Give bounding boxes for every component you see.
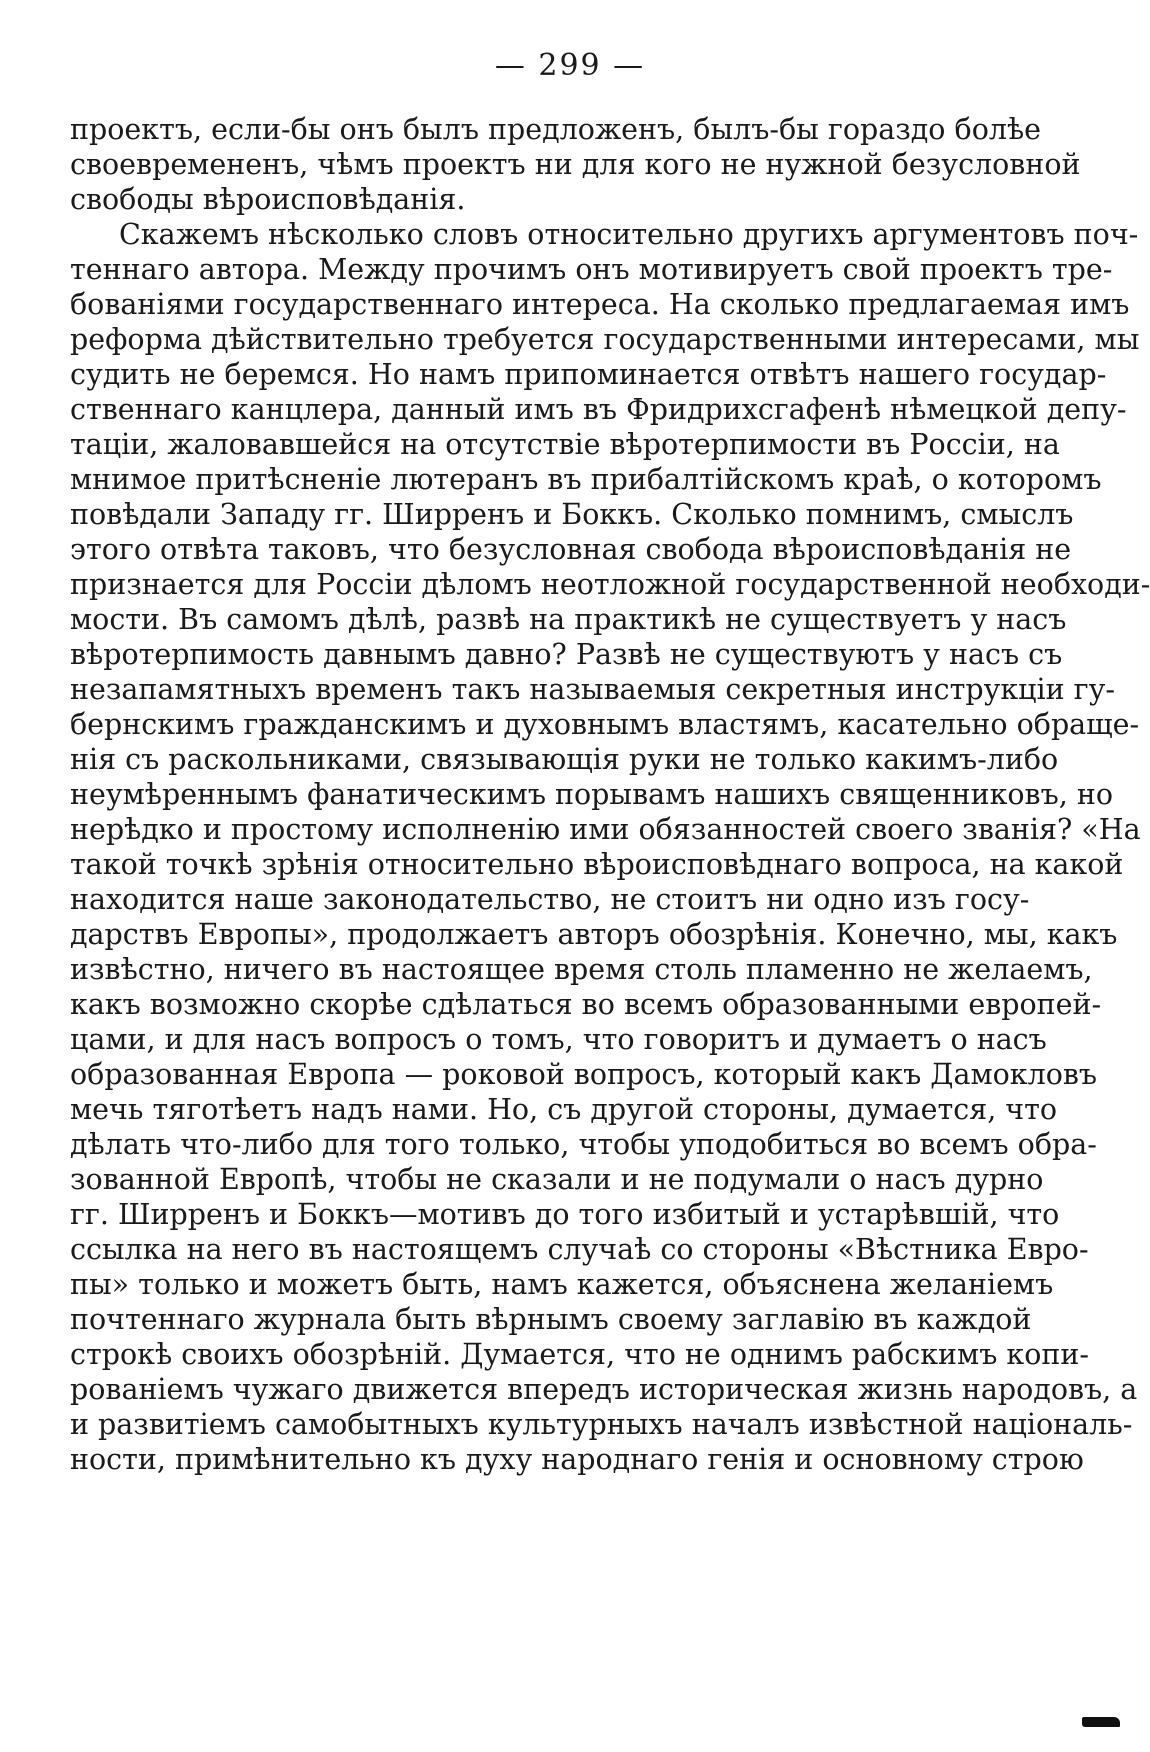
text-line: мнимое притѣсненіе лютеранъ въ прибалтійскомъ краѣ, о которомъ — [70, 463, 1102, 496]
text-line: рованіемъ чужаго движется впередъ историческая жизнь народовъ, а — [70, 1373, 1138, 1406]
text-line: бернскимъ гражданскимъ и духовнымъ властямъ, касательно обраще- — [70, 708, 1140, 741]
text-line: дарствъ Европы», продолжаетъ авторъ обозрѣнія. Конечно, мы, какъ — [70, 918, 1118, 951]
text-line: нерѣдко и простому исполненію ими обязанностей своего званія? «На — [70, 813, 1141, 846]
page-number: — 299 — — [494, 48, 646, 83]
ink-smudge — [1082, 1717, 1120, 1727]
text-line: Скажемъ нѣсколько словъ относительно другихъ аргументовъ поч- — [119, 218, 1139, 251]
text-line: признается для Россіи дѣломъ неотложной государственной необходи- — [70, 568, 1150, 601]
text-line: мости. Въ самомъ дѣлѣ, развѣ на практикѣ не существуетъ у насъ — [70, 603, 1067, 636]
text-line: гг. Ширренъ и Боккъ—мотивъ до того избитый и устарѣвшій, что — [70, 1198, 1060, 1231]
text-line: находится наше законодательство, не стоитъ ни одно изъ госу- — [70, 883, 1030, 916]
text-line: дѣлать что-либо для того только, чтобы уподобиться во всемъ обра- — [70, 1128, 1097, 1161]
text-line: бованіями государственнаго интереса. На сколько предлагаемая имъ — [70, 288, 1130, 321]
text-line: судить не беремся. Но намъ припоминается отвѣтъ нашего государ- — [70, 358, 1107, 391]
text-line: образованная Европа — роковой вопросъ, который какъ Дамокловъ — [70, 1058, 1098, 1091]
text-line: ссылка на него въ настоящемъ случаѣ со стороны «Вѣстника Евро- — [70, 1233, 1089, 1266]
text-line: нія съ раскольниками, связывающія руки не только какимъ-либо — [70, 743, 1059, 776]
text-line: реформа дѣйствительно требуется государственными интересами, мы — [70, 323, 1140, 356]
text-line: цами, и для насъ вопросъ о томъ, что говоритъ и думаетъ о насъ — [70, 1023, 1047, 1056]
text-line: ности, примѣнительно къ духу народнаго генія и основному строю — [70, 1443, 1084, 1476]
text-line: неумѣреннымъ фанатическимъ порывамъ нашихъ священниковъ, но — [70, 778, 1113, 811]
text-line: какъ возможно скорѣе сдѣлаться во всемъ образованными европей- — [70, 988, 1102, 1021]
text-line: зованной Европѣ, чтобы не сказали и не подумали о насъ дурно — [70, 1163, 1044, 1196]
text-line: этого отвѣта таковъ, что безусловная свобода вѣроисповѣданія не — [70, 533, 1072, 566]
text-line: повѣдали Западу гг. Ширренъ и Боккъ. Сколько помнимъ, смыслъ — [70, 498, 1074, 531]
text-line: теннаго автора. Между прочимъ онъ мотивируетъ свой проектъ тре- — [70, 253, 1113, 286]
text-line: проектъ, если-бы онъ былъ предложенъ, былъ-бы гораздо болѣе — [70, 113, 1042, 146]
text-line: своевремененъ, чѣмъ проектъ ни для кого не нужной безусловной — [70, 148, 1081, 181]
text-line: извѣстно, ничего въ настоящее время столь пламенно не желаемъ, — [70, 953, 1093, 986]
text-line: и развитіемъ самобытныхъ культурныхъ началъ извѣстной національ- — [70, 1408, 1133, 1441]
text-line: строкѣ своихъ обозрѣній. Думается, что не однимъ рабскимъ копи- — [70, 1338, 1090, 1371]
text-line: мечь тяготѣетъ надъ нами. Но, съ другой стороны, думается, что — [70, 1093, 1058, 1126]
text-line: пы» только и можетъ быть, намъ кажется, объяснена желаніемъ — [70, 1268, 1054, 1301]
text-line: такой точкѣ зрѣнія относительно вѣроисповѣднаго вопроса, на какой — [70, 848, 1124, 881]
text-line: вѣротерпимость давнымъ давно? Развѣ не существуютъ у насъ съ — [70, 638, 1063, 671]
text-line: почтеннаго журнала быть вѣрнымъ своему заглавію въ каждой — [70, 1303, 1032, 1336]
text-line: свободы вѣроисповѣданія. — [70, 183, 466, 216]
text-line: незапамятныхъ временъ такъ называемыя секретныя инструкціи гу- — [70, 673, 1115, 706]
text-line: ственнаго канцлера, данный имъ въ Фридрихсгафенѣ нѣмецкой депу- — [70, 393, 1127, 426]
text-line: таціи, жаловавшейся на отсутствіе вѣротерпимости въ Россіи, на — [70, 428, 1060, 461]
